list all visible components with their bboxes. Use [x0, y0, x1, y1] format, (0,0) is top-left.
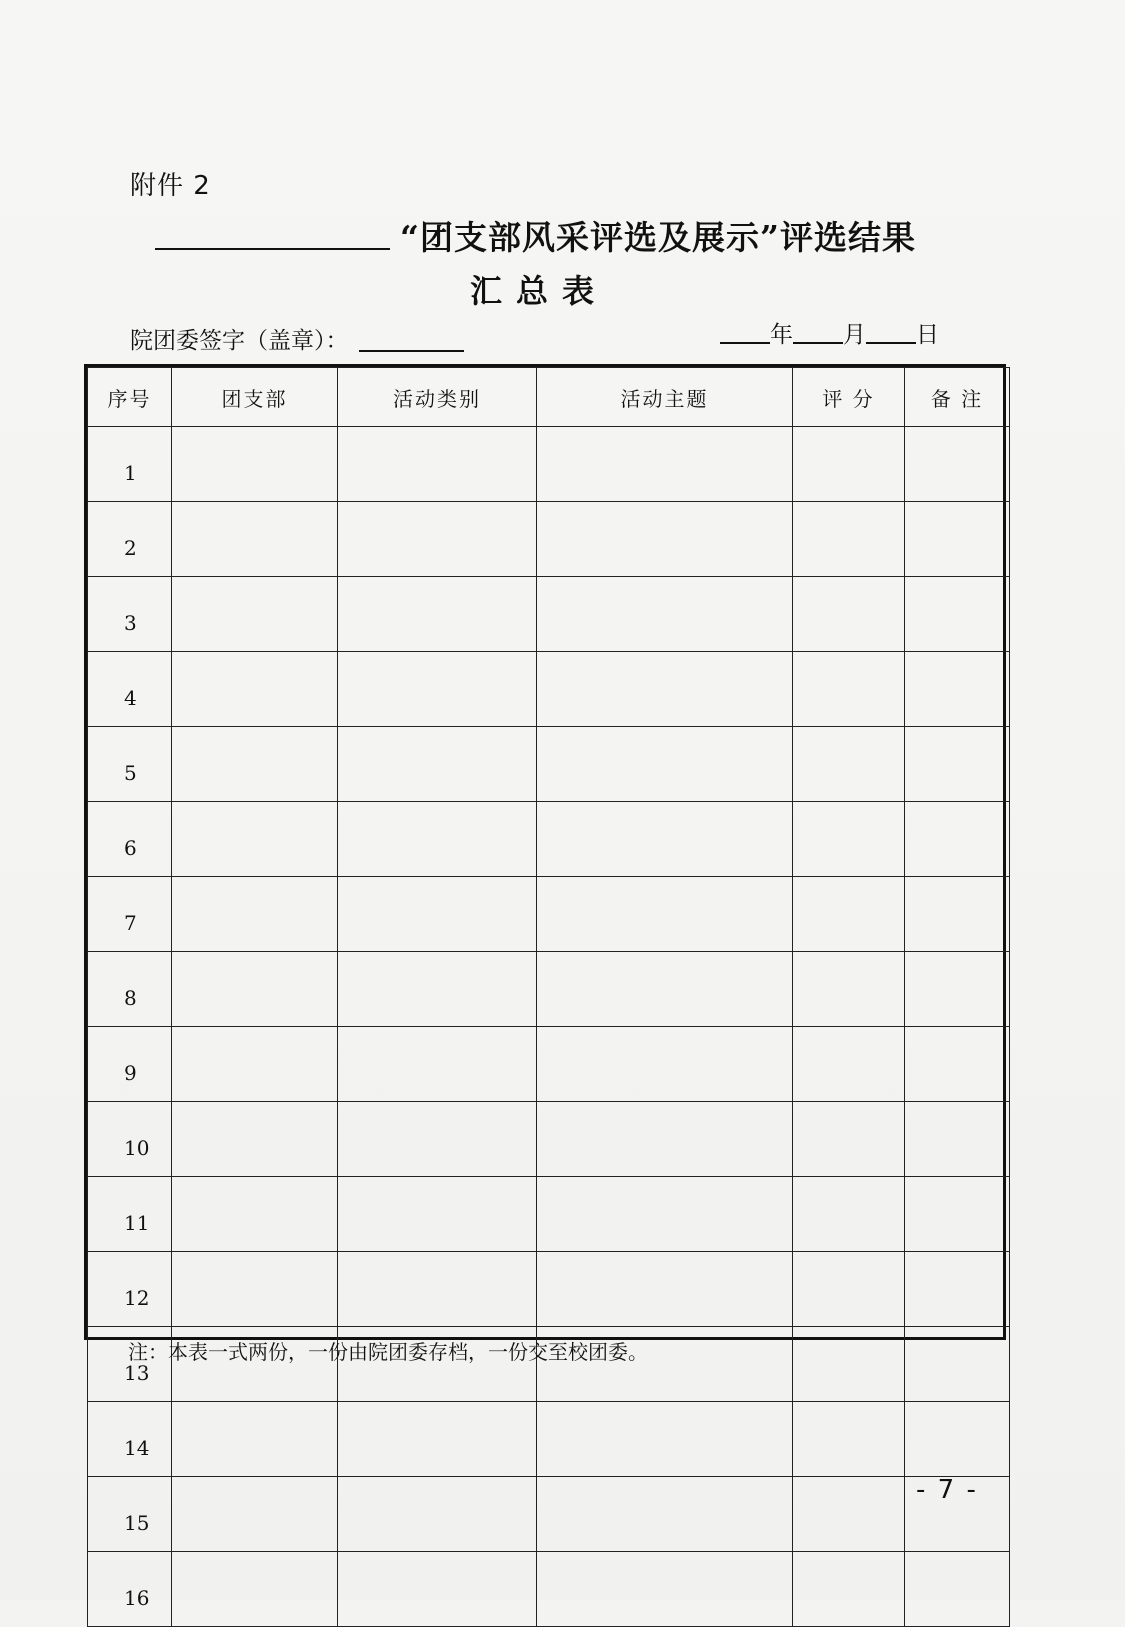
- row-index-cell: 16: [88, 1552, 172, 1627]
- column-header-activity-theme: 活动主题: [537, 368, 793, 427]
- branch-cell[interactable]: [172, 1027, 338, 1102]
- activity-type-cell[interactable]: [338, 427, 537, 502]
- activity-type-cell[interactable]: [338, 1402, 537, 1477]
- row-index-cell: 10: [88, 1102, 172, 1177]
- branch-cell[interactable]: [172, 1102, 338, 1177]
- remarks-cell[interactable]: [905, 502, 1010, 577]
- activity-type-cell[interactable]: [338, 652, 537, 727]
- activity-type-cell[interactable]: [338, 577, 537, 652]
- table-row: [88, 1252, 1010, 1327]
- attachment-label: 附件 2: [130, 171, 211, 201]
- activity-type-cell[interactable]: [338, 1552, 537, 1627]
- remarks-cell[interactable]: [905, 1102, 1010, 1177]
- row-index-cell: 3: [88, 577, 172, 652]
- activity-theme-cell[interactable]: [537, 1402, 793, 1477]
- score-cell[interactable]: [793, 877, 905, 952]
- row-index-cell: 5: [88, 727, 172, 802]
- activity-type-cell[interactable]: [338, 1177, 537, 1252]
- branch-cell[interactable]: [172, 1552, 338, 1627]
- activity-theme-cell[interactable]: [537, 802, 793, 877]
- branch-cell[interactable]: [172, 1402, 338, 1477]
- branch-cell[interactable]: [172, 502, 338, 577]
- remarks-cell[interactable]: [905, 877, 1010, 952]
- remarks-cell[interactable]: [905, 802, 1010, 877]
- table-row: [88, 952, 1010, 1027]
- table-row: [88, 877, 1010, 952]
- score-cell[interactable]: [793, 952, 905, 1027]
- activity-theme-cell[interactable]: [537, 877, 793, 952]
- day-label: 日: [916, 322, 939, 348]
- activity-theme-cell[interactable]: [537, 1177, 793, 1252]
- activity-theme-cell[interactable]: [537, 1252, 793, 1327]
- activity-type-cell[interactable]: [338, 1027, 537, 1102]
- activity-type-cell[interactable]: [338, 502, 537, 577]
- score-cell[interactable]: [793, 1477, 905, 1552]
- activity-type-cell[interactable]: [338, 727, 537, 802]
- row-index-cell: 14: [88, 1402, 172, 1477]
- month-blank: [793, 324, 843, 344]
- score-cell[interactable]: [793, 1027, 905, 1102]
- year-blank: [720, 324, 770, 344]
- branch-cell[interactable]: [172, 1477, 338, 1552]
- column-header-remarks: 备 注: [905, 368, 1010, 427]
- activity-theme-cell[interactable]: [537, 577, 793, 652]
- column-header-score: 评 分: [793, 368, 905, 427]
- table-row: [88, 1027, 1010, 1102]
- day-blank: [866, 324, 916, 344]
- score-cell[interactable]: [793, 1402, 905, 1477]
- branch-cell[interactable]: [172, 1177, 338, 1252]
- activity-theme-cell[interactable]: [537, 1027, 793, 1102]
- table-row: [88, 802, 1010, 877]
- signature-line: [130, 322, 464, 355]
- remarks-cell[interactable]: [905, 1177, 1010, 1252]
- row-index-cell: 6: [88, 802, 172, 877]
- remarks-cell[interactable]: [905, 952, 1010, 1027]
- table-row: [88, 1102, 1010, 1177]
- activity-theme-cell[interactable]: [537, 502, 793, 577]
- table-row: [88, 577, 1010, 652]
- row-index-cell: 9: [88, 1027, 172, 1102]
- footnote: 注：本表一式两份，一份由院团委存档，一份交至校团委。: [128, 1340, 648, 1364]
- activity-type-cell[interactable]: [338, 1477, 537, 1552]
- activity-type-cell[interactable]: [338, 1102, 537, 1177]
- activity-theme-cell[interactable]: [537, 1477, 793, 1552]
- remarks-cell[interactable]: [905, 1402, 1010, 1477]
- row-index-cell: 1: [88, 427, 172, 502]
- column-header-branch: 团支部: [172, 368, 338, 427]
- score-cell[interactable]: [793, 577, 905, 652]
- branch-cell[interactable]: [172, 577, 338, 652]
- row-index-cell: 11: [88, 1177, 172, 1252]
- signature-label: 院团委签字（盖章）：: [130, 328, 349, 354]
- activity-type-cell[interactable]: [338, 802, 537, 877]
- signature-blank: [359, 332, 464, 352]
- row-index-cell: 12: [88, 1252, 172, 1327]
- row-index-cell: 13: [88, 1327, 172, 1402]
- score-cell[interactable]: [793, 502, 905, 577]
- score-cell[interactable]: [793, 1552, 905, 1627]
- activity-type-cell[interactable]: [338, 877, 537, 952]
- document-subtitle: 汇总表: [470, 272, 609, 310]
- score-cell[interactable]: [793, 727, 905, 802]
- branch-cell[interactable]: [172, 727, 338, 802]
- table-row: [88, 652, 1010, 727]
- score-cell[interactable]: [793, 652, 905, 727]
- row-index-cell: 15: [88, 1477, 172, 1552]
- score-cell[interactable]: [793, 1327, 905, 1402]
- remarks-cell[interactable]: [905, 427, 1010, 502]
- year-label: 年: [770, 322, 793, 348]
- row-index-cell: 7: [88, 877, 172, 952]
- branch-cell[interactable]: [172, 1252, 338, 1327]
- remarks-cell[interactable]: [905, 652, 1010, 727]
- activity-theme-cell[interactable]: [537, 1552, 793, 1627]
- branch-cell[interactable]: [172, 802, 338, 877]
- date-line: [720, 316, 939, 349]
- column-header-activity-type: 活动类别: [338, 368, 537, 427]
- table-row: [88, 1402, 1010, 1477]
- score-cell[interactable]: [793, 802, 905, 877]
- title-blank-line: [155, 248, 390, 250]
- summary-table: [87, 367, 1010, 1627]
- activity-theme-cell[interactable]: [537, 727, 793, 802]
- score-cell[interactable]: [793, 427, 905, 502]
- activity-theme-cell[interactable]: [537, 1102, 793, 1177]
- remarks-cell[interactable]: [905, 577, 1010, 652]
- remarks-cell[interactable]: [905, 1327, 1010, 1402]
- branch-cell[interactable]: [172, 652, 338, 727]
- activity-theme-cell[interactable]: [537, 652, 793, 727]
- activity-type-cell[interactable]: [338, 1252, 537, 1327]
- table-row: [88, 427, 1010, 502]
- row-index-cell: 2: [88, 502, 172, 577]
- page-number: - 7 -: [916, 1475, 978, 1505]
- activity-theme-cell[interactable]: [537, 427, 793, 502]
- branch-cell[interactable]: [172, 427, 338, 502]
- column-header-index: 序号: [88, 368, 172, 427]
- month-label: 月: [843, 322, 866, 348]
- score-cell[interactable]: [793, 1177, 905, 1252]
- table-header-row: [88, 368, 1010, 427]
- remarks-cell[interactable]: [905, 1027, 1010, 1102]
- remarks-cell[interactable]: [905, 727, 1010, 802]
- table-row: [88, 1177, 1010, 1252]
- activity-type-cell[interactable]: [338, 952, 537, 1027]
- activity-theme-cell[interactable]: [537, 952, 793, 1027]
- remarks-cell[interactable]: [905, 1252, 1010, 1327]
- remarks-cell[interactable]: [905, 1552, 1010, 1627]
- table-row: [88, 1477, 1010, 1552]
- document-title: “团支部风采评选及展示”评选结果: [400, 218, 916, 257]
- table-row: [88, 502, 1010, 577]
- table-row: [88, 1552, 1010, 1627]
- score-cell[interactable]: [793, 1252, 905, 1327]
- score-cell[interactable]: [793, 1102, 905, 1177]
- branch-cell[interactable]: [172, 952, 338, 1027]
- row-index-cell: 4: [88, 652, 172, 727]
- table-row: [88, 727, 1010, 802]
- row-index-cell: 8: [88, 952, 172, 1027]
- branch-cell[interactable]: [172, 877, 338, 952]
